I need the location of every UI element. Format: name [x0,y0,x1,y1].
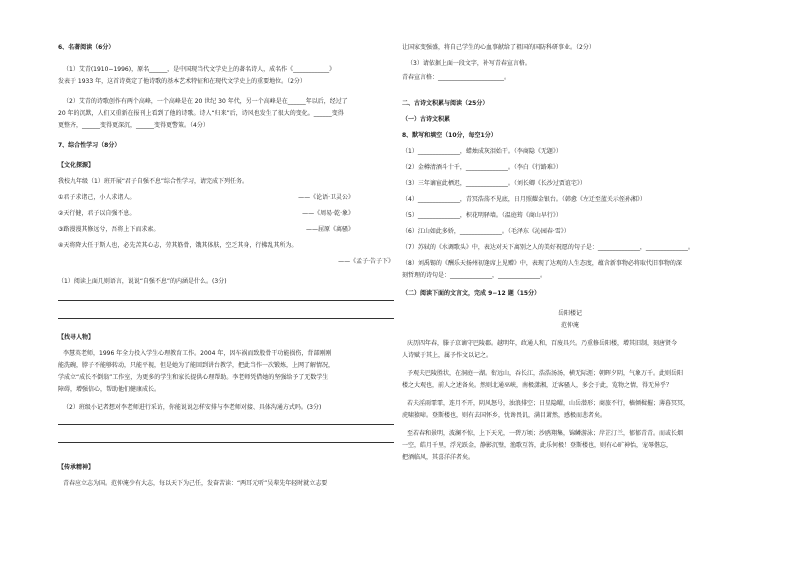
q6-2-line-c: 更整齐，______变得更深沉，______变得更警策。（4分） [58,122,209,129]
person-text-1: 李慧英老师，1996 年全力投入学生心理教育工作。2004 年，因车祸而致股骨干功能损伤，背部刚刚 [63,350,332,357]
quote-4-source: ——《孟子·告子下》 [338,258,394,265]
fill-item: （3）三年谪宦此栖迟，______________。（刘长卿《长沙过贾谊宅》） [402,180,586,187]
quote-2: ②天行健，君子以自强不息。 [58,210,136,217]
essay-author: 范仲淹 [560,322,579,329]
q7-3-prompt: （3）请依据上面一段文字，补写青春宣言格。 [407,60,531,67]
fill-item: 刻哲理的诗句是：______________，______________。 [402,272,547,279]
section-2-title: 二、古诗文积累与阅读（25分） [402,100,489,107]
essay-line: 楼之大观也，前人之述备矣。然则北通巫峡，南极潇湘，迁客骚人，多会于此，览物之情，得无异乎？ [402,382,673,389]
q7-title: 7、综合性学习（8分） [58,142,121,149]
fill-item: （4）______________，青冥浩荡不见底，日月照耀金银台。（韩愈《左迁至蓝关示侄孙湘》） [402,196,646,203]
quote-1: ①君子求诸己，小人求诸人。 [58,194,136,201]
q7-1-prompt: （1）阅读上面几则语言，说说“自强不息”的内涵是什么。(3分) [58,278,227,285]
person-text-2: 能洗碗，脖子不能够转动，只能平视，但是她为了能回到讲台教学，把此当作一次锻炼，上网了解情况， [58,362,335,369]
answer-line[interactable] [58,442,394,443]
fill-item: （6）江山如此多娇，______________。（毛泽东《沁园春·雪》） [402,228,570,235]
answer-line[interactable] [58,300,394,301]
quote-3-source: ——屈原《离骚》 [305,226,354,233]
q6-2-line-b: 20 年的沉默，人们又重新在报刊上看到了他的诗歌。诗人“归来”后，诗风也发生了很大的变化。______变得 [58,110,344,117]
q7-3-answer: 青春宣言格：______________________。 [402,74,511,81]
culture-heading: 【文化探源】 [58,162,95,169]
quote-4: ④天将降大任于斯人也，必先苦其心志，劳其筋骨，饿其体肤，空乏其身，行拂乱其所为。 [58,242,298,249]
essay-line: 至若春和景明，波澜不惊，上下天光，一碧万顷；沙鸥翔集，锦鳞游泳；岸芷汀兰，郁郁青青。而或长烟 [407,430,684,437]
answer-line[interactable] [58,424,394,425]
heritage-heading: 【传承精神】 [58,464,95,471]
quote-1-source: ——《论语·卫灵公》 [298,194,354,201]
q8-title: 8、默写和填空（10分，每空1分） [402,132,497,139]
person-heading: 【找寻人物】 [58,334,95,341]
heritage-text: 青春应立志为国。范仲淹少有大志，每以天下为己任，发奋苦读：“两耳元听”吴辈先年轻时就立志要 [63,480,328,487]
essay-line: 虎啸猿啼。登斯楼也，则有去国怀乡，忧谗畏讥，满目萧然，感极而悲者矣。 [402,412,607,419]
fill-item: （7）苏轼的《水调歌头》中，表达对天下离别之人的美好祝愿的句子是：______________，______________。 [402,244,694,251]
fill-item: （2）金樽清酒斗十千，______________。（李白《行路难》） [402,164,562,171]
person-text-3: 学成立“成长不倒翁”工作室，为更多的学生和家长提供心理帮助。李老师凭借她的坚强给予了无数学生 [58,374,329,381]
person-text-4: 障碍，增强信心，帮助他们健康成长。 [58,386,161,393]
fill-item: （1）______________，蜡烛成灰泪始干。（李商隐《无题》） [402,148,562,155]
essay-line: 庆历四年春，滕子京谪守巴陵郡。越明年，政通人和，百废具兴。乃重修岳阳楼，增其旧制，刻唐贤今 [407,340,678,347]
q6-title: 6、名著阅读（6分） [58,44,115,51]
essay-line: 一空，皓月千里，浮光跃金，静影沉璧，渔歌互答，此乐何极！登斯楼也，则有心旷神怡，宠辱偕忘， [402,442,673,449]
continuation-text: 让国家变强盛，将自己学生的心血事献给了祖国的国防科研事业。（2分） [402,44,595,51]
fill-item: （8）刘禹锡的《酬乐天扬州初逢席上见赠》中，表现了达观的人生态度，蕴含新事物必将取代旧事物的深 [402,260,682,267]
essay-line: 把酒临风，其喜洋洋者矣。 [402,454,475,461]
q6-2-line-a: （2）艾青的诗歌创作有两个高峰，一个高峰是在 20 世纪 30 年代，另一个高峰是在______年以后，经过了 [63,98,348,105]
essay-line: 若夫淫雨霏霏，连月不开，阴风怒号，浊浪排空；日星隐曜，山岳潜形；商旅不行，樯倾楫摧；薄暮冥冥， [407,400,690,407]
essay-line: 人诗赋于其上，属予作文以记之。 [402,352,493,359]
fill-item: （5）______________，枳花明驿墙。（温庭筠《商山早行》） [402,212,562,219]
answer-line[interactable] [58,318,394,319]
q7-2-prompt: （2）班级小记者想对李老师进行采访，你能说说怎样安排与李老师对接、具体沟通方式吗。(3分) [63,404,322,411]
quote-3: ③路漫漫其修远兮，吾将上下而求索。 [58,226,160,233]
q6-1-line-a: （1）艾青(1910−1996)，原名______，是中国现当代文学史上的著名诗人，成名作《____________》 [63,66,336,73]
section-2-2-title: （二）阅读下面的文言文，完成 9−12 题（15分） [402,290,541,297]
section-2-1-title: （一）古诗文积累 [402,116,451,123]
culture-intro: 我校九年级（1）班开展“君子自强不息”综合性学习，请完成下列任务。 [58,178,249,185]
quote-2-source: ——《周易·乾·象》 [302,210,354,217]
essay-line: 予观夫巴陵胜状，在洞庭一湖。衔远山，吞长江，浩浩汤汤，横无际涯；朝晖夕阴，气象万千。此则岳阳 [407,370,684,377]
q6-1-line-b: 发表于 1933 年，这首诗奠定了他诗歌的基本艺术特征和在现代文学史上的重要地位。（2分） [58,78,306,85]
essay-title: 岳阳楼记 [557,310,582,317]
